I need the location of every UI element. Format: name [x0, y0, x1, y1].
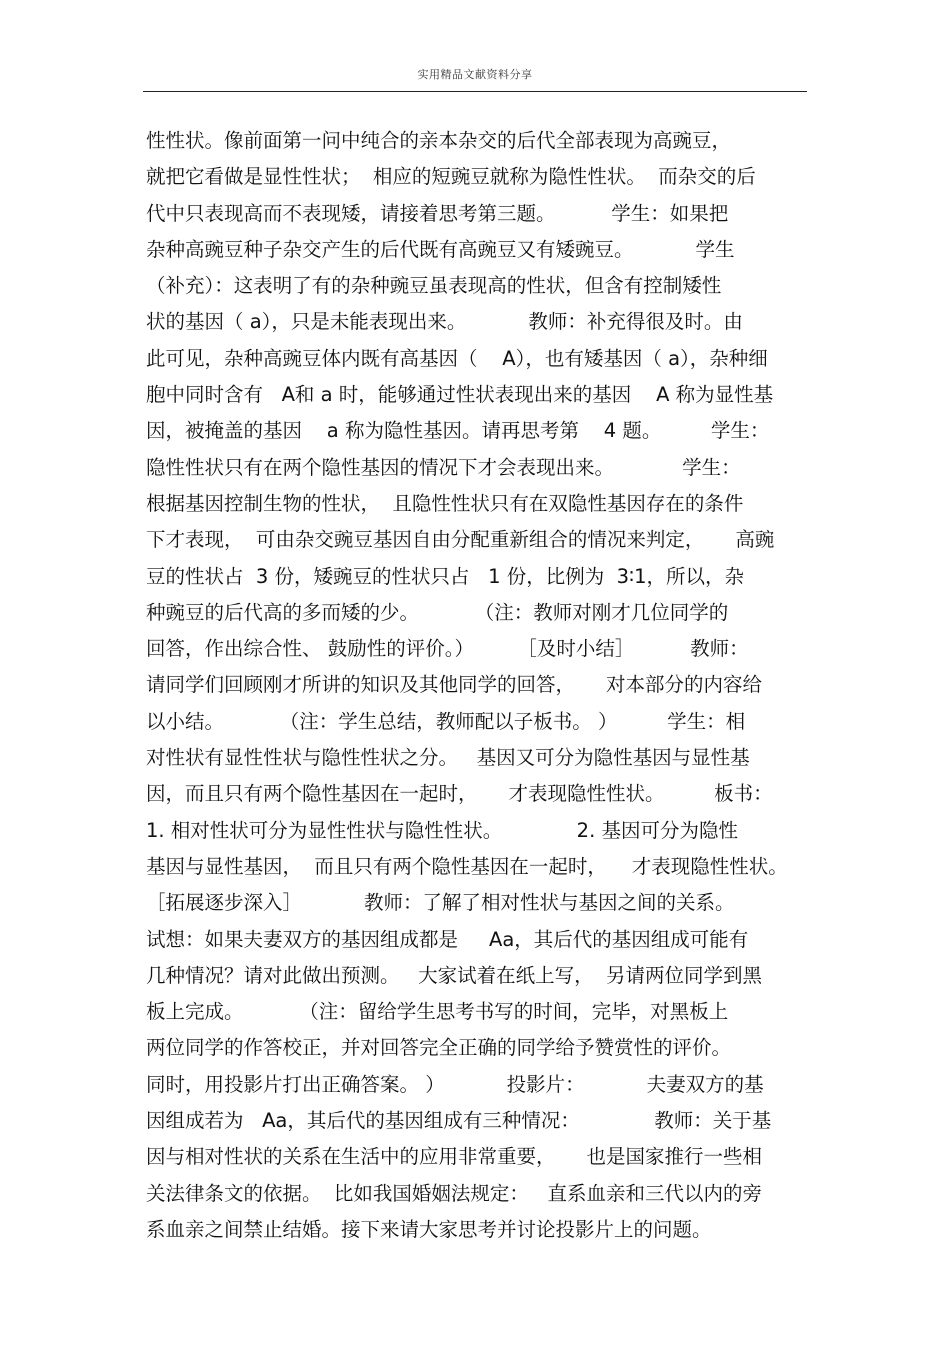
text-line: 以小结。 （注：学生总结，教师配以子板书。 ） 学生：相: [146, 709, 746, 733]
text-line: 因，而且只有两个隐性基因在一起时， 才表现隐性性状。 板书：: [146, 782, 773, 806]
text-line: 因组成若为 Aa，其后代的基因组成有三种情况： 教师：关于基: [146, 1109, 772, 1133]
text-line: 此可见，杂种高豌豆体内既有高基因（ A），也有矮基因（ a），杂种细: [146, 346, 768, 370]
body-text: [146, 123, 816, 1248]
text-line: 几种情况？请对此做出预测。 大家试着在纸上写， 另请两位同学到黑: [146, 963, 762, 987]
text-line: 隐性性状只有在两个隐性基因的情况下才会表现出来。 学生：: [146, 455, 741, 479]
text-line: 性性状。像前面第一问中纯合的亲本杂交的后代全部表现为高豌豆，: [146, 129, 732, 152]
text-line: 种豌豆的后代高的多而矮的少。 （注：教师对刚才几位同学的: [146, 600, 729, 624]
text-line: 回答，作出综合性、 鼓励性的评价。） ［及时小结］ 教师：: [146, 637, 749, 661]
header-divider: [143, 91, 807, 92]
text-line: 对性状有显性性状与隐性性状之分。 基因又可分为隐性基因与显性基: [146, 746, 750, 770]
page-header: 实用精品文献资料分享: [417, 68, 533, 81]
text-line: 因与相对性状的关系在生活中的应用非常重要， 也是国家推行一些相: [146, 1145, 762, 1169]
text-line: 关法律条文的依据。 比如我国婚姻法规定： 直系血亲和三代以内的旁: [146, 1181, 762, 1205]
text-line: 状的基因（ a），只是未能表现出来。 教师：补充得很及时。由: [146, 310, 743, 334]
text-line: 胞中同时含有 A和 a 时，能够通过性状表现出来的基因 A 称为显性基: [146, 383, 774, 407]
text-line: 同时，用投影片打出正确答案。 ） 投影片： 夫妻双方的基: [146, 1072, 764, 1096]
text-line: 基因与显性基因， 而且只有两个隐性基因在一起时， 才表现隐性性状。: [146, 854, 788, 878]
text-line: 下才表现， 可由杂交豌豆基因自由分配重新组合的情况来判定， 高豌: [146, 528, 775, 552]
text-line: ［拓展逐步深入］ 教师：了解了相对性状与基因之间的关系。: [146, 891, 735, 915]
text-line: 就把它看做是显性性状； 相应的短豌豆就称为隐性性状。 而杂交的后: [146, 165, 756, 189]
text-line: 请同学们回顾刚才所讲的知识及其他同学的回答， 对本部分的内容给: [146, 673, 762, 697]
text-line: 因，被掩盖的基因 a 称为隐性基因。请再思考第 4 题。 学生：: [146, 419, 770, 443]
text-line: 试想：如果夫妻双方的基因组成都是 Aa，其后代的基因组成可能有: [146, 927, 749, 951]
text-line: 系血亲之间禁止结婚。接下来请大家思考并讨论投影片上的问题。: [146, 1217, 712, 1241]
text-line: （补充）：这表明了有的杂种豌豆虽表现高的性状，但含有控制矮性: [146, 274, 722, 298]
text-line: 两位同学的作答校正，并对回答完全正确的同学给予赞赏性的评价。: [146, 1036, 732, 1060]
text-line: 1. 相对性状可分为显性性状与隐性性状。 2. 基因可分为隐性: [146, 818, 738, 842]
text-line: 豆的性状占 3 份，矮豌豆的性状只占 1 份，比例为 3∶1，所以，杂: [146, 564, 744, 588]
text-line: 代中只表现高而不表现矮，请接着思考第三题。 学生：如果把: [146, 201, 729, 225]
text-line: 根据基因控制生物的性状， 且隐性性状只有在双隐性基因存在的条件: [146, 491, 744, 515]
text-line: 杂种高豌豆种子杂交产生的后代既有高豌豆又有矮豌豆。 学生: [146, 237, 735, 261]
text-line: 板上完成。 （注：留给学生思考书写的时间，完毕，对黑板上: [146, 1000, 729, 1024]
